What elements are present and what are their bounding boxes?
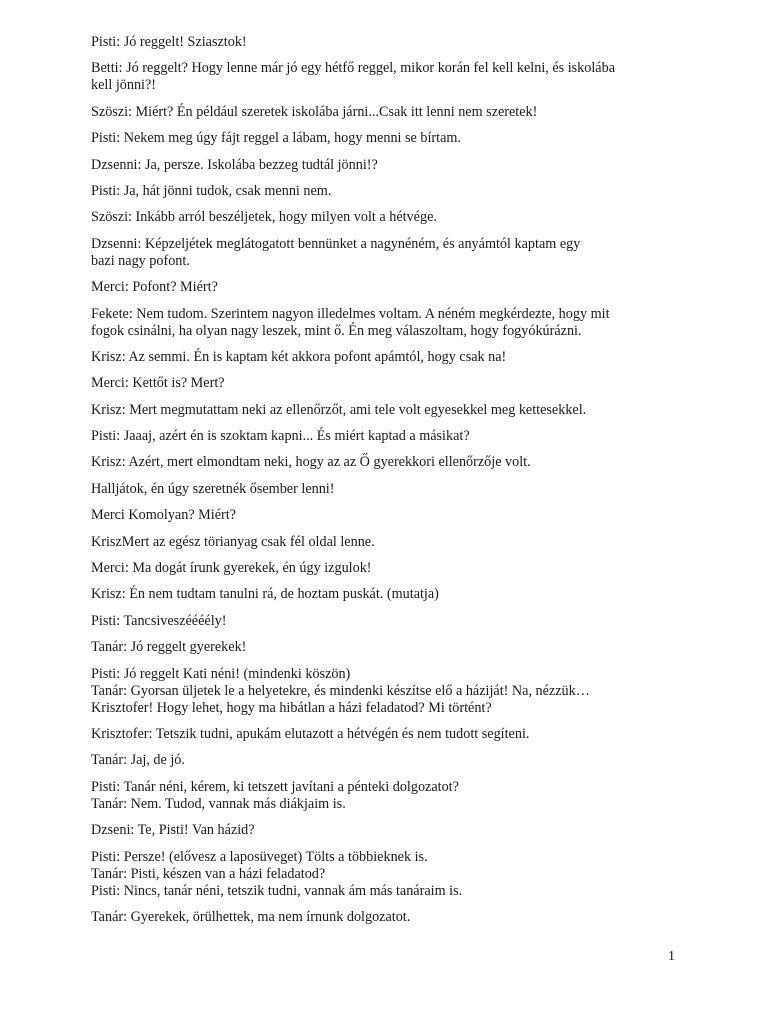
dialogue-paragraph [91, 130, 711, 147]
dialogue-paragraph [91, 779, 711, 813]
dialogue-line: Pisti: Nincs, tanár néni, tetszik tudni, vannak ám más tanáraim is. [91, 882, 463, 899]
dialogue-paragraph [91, 60, 711, 94]
dialogue-line: Merci: Pofont? Miért? [91, 279, 218, 296]
dialogue-paragraph [91, 534, 711, 551]
dialogue-line: Tanár: Nem. Tudod, vannak más diákjaim is. [91, 795, 346, 812]
dialogue-paragraph [91, 236, 711, 270]
dialogue-line: Dzsenni: Képzeljétek meglátogatott bennünket a nagynéném, és anyámtól kaptam egy [91, 235, 581, 252]
dialogue-paragraph [91, 375, 711, 392]
dialogue-line: Fekete: Nem tudom. Szerintem nagyon illedelmes voltam. A néném megkérdezte, hogy mit [91, 305, 610, 322]
dialogue-line: Pisti: Nekem meg úgy fájt reggel a lábam, hogy menni se bírtam. [91, 130, 461, 147]
dialogue-paragraph [91, 613, 711, 630]
dialogue-line: bazi nagy pofont. [91, 252, 190, 269]
dialogue-line: Tanár: Jaj, de jó. [91, 752, 185, 769]
dialogue-line: Betti: Jó reggelt? Hogy lenne már jó egy hétfő reggel, mikor korán fel kell kelni, és iskolába [91, 60, 615, 77]
dialogue-line: Krisz: Azért, mert elmondtam neki, hogy az az Ő gyerekkori ellenőrzője volt. [91, 454, 531, 471]
dialogue-line: Tanár: Gyorsan üljetek le a helyetekre, és mindenki készítse elő a háziját! Na, nézzük… [91, 682, 590, 699]
dialogue-line: Krisztofer: Tetszik tudni, apukám elutazott a hétvégén és nem tudott segíteni. [91, 725, 530, 742]
dialogue-paragraph [91, 586, 711, 603]
dialogue-paragraph [91, 726, 711, 743]
dialogue-line: Szöszi: Miért? Én például szeretek iskolába járni...Csak itt lenni nem szeretek! [91, 103, 538, 120]
dialogue-line: fogok csinálni, ha olyan nagy leszek, mint ő. Én meg válaszoltam, hogy fogyókúrázni. [91, 322, 582, 339]
dialogue-line: Szöszi: Inkább arról beszéljetek, hogy milyen volt a hétvége. [91, 209, 437, 226]
dialogue-paragraph [91, 209, 711, 226]
dialogue-paragraph [91, 306, 711, 340]
dialogue-paragraph [91, 402, 711, 419]
dialogue-paragraph [91, 454, 711, 471]
dialogue-line: Pisti: Tancsiveszéééély! [91, 612, 227, 629]
dialogue-line: Pisti: Jaaaj, azért én is szoktam kapni... És miért kaptad a másikat? [91, 428, 470, 445]
dialogue-paragraph [91, 183, 711, 200]
dialogue-paragraph [91, 849, 711, 900]
dialogue-paragraph [91, 752, 711, 769]
dialogue-paragraph [91, 428, 711, 445]
dialogue-paragraph [91, 34, 711, 51]
script-body [91, 34, 711, 926]
dialogue-line: Krisz: Mert megmutattam neki az ellenőrzőt, ami tele volt egyesekkel meg kettesekkel. [91, 401, 587, 418]
dialogue-line: kell jönni?! [91, 77, 157, 94]
dialogue-line: Merci: Kettőt is? Mert? [91, 375, 225, 392]
dialogue-paragraph [91, 909, 711, 926]
dialogue-line: Dzsenni: Ja, persze. Iskolába bezzeg tudtál jönni!? [91, 156, 378, 173]
dialogue-line: Tanár: Pisti, készen van a házi feladatod? [91, 865, 326, 882]
dialogue-paragraph [91, 279, 711, 296]
dialogue-line: Dzseni: Te, Pisti! Van házid? [91, 822, 255, 839]
dialogue-line: Halljátok, én úgy szeretnék ősember lenni! [91, 480, 335, 497]
dialogue-line: Tanár: Gyerekek, örülhettek, ma nem írnunk dolgozatot. [91, 908, 411, 925]
dialogue-line: Tanár: Jó reggelt gyerekek! [91, 639, 247, 656]
dialogue-paragraph [91, 104, 711, 121]
dialogue-line: Krisztofer! Hogy lehet, hogy ma hibátlan a házi feladatod? Mi történt? [91, 699, 492, 716]
dialogue-line: KriszMert az egész törianyag csak fél oldal lenne. [91, 533, 375, 550]
dialogue-line: Pisti: Jó reggelt! Sziasztok! [91, 34, 247, 50]
dialogue-paragraph [91, 666, 711, 717]
dialogue-line: Pisti: Persze! (elővesz a laposüveget) Tölts a többieknek is. [91, 848, 428, 865]
dialogue-paragraph [91, 349, 711, 366]
dialogue-paragraph [91, 507, 711, 524]
dialogue-paragraph [91, 639, 711, 656]
dialogue-line: Merci Komolyan? Miért? [91, 507, 236, 524]
dialogue-line: Krisz: Én nem tudtam tanulni rá, de hoztam puskát. (mutatja) [91, 586, 439, 603]
dialogue-line: Pisti: Jó reggelt Kati néni! (mindenki köszön) [91, 665, 351, 682]
dialogue-paragraph [91, 560, 711, 577]
dialogue-line: Merci: Ma dogát írunk gyerekek, én úgy izgulok! [91, 560, 372, 577]
page-number: 1 [668, 949, 675, 964]
dialogue-line: Pisti: Ja, hát jönni tudok, csak menni nem. [91, 182, 332, 199]
dialogue-line: Krisz: Az semmi. Én is kaptam két akkora pofont apámtól, hogy csak na! [91, 348, 507, 365]
document-page [91, 34, 711, 935]
dialogue-paragraph [91, 481, 711, 498]
dialogue-paragraph [91, 822, 711, 839]
dialogue-paragraph [91, 157, 711, 174]
dialogue-line: Pisti: Tanár néni, kérem, ki tetszett javítani a pénteki dolgozatot? [91, 778, 459, 795]
